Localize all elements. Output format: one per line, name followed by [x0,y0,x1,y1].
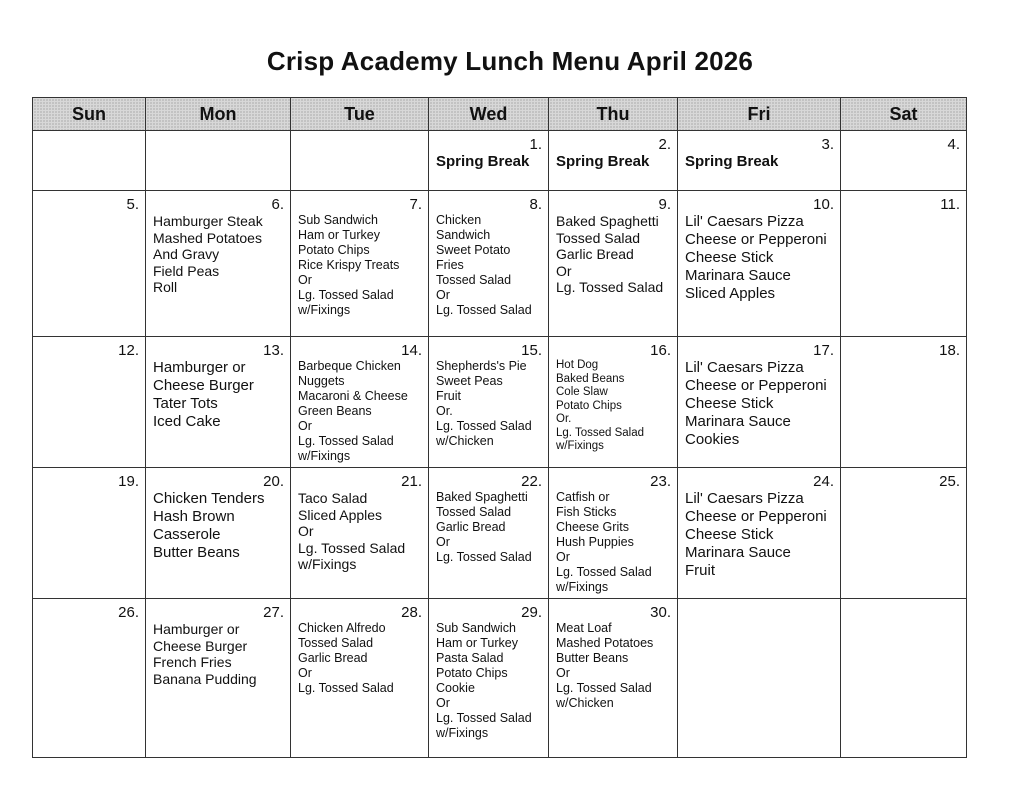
week-row [33,599,967,758]
menu-items [436,153,542,171]
day-number: 2. [658,136,671,153]
menu-items [298,359,422,464]
menu-item: Marinara Sauce [685,544,791,561]
day-number: 25. [939,473,960,490]
menu-items [298,490,422,573]
menu-item: Mashed Potatoes [153,229,262,246]
menu-item: Lg. Tossed Salad [298,681,394,695]
menu-item: Cole Slaw [556,386,608,398]
menu-item: Cheese Grits [556,520,629,534]
menu-item: Cheese Stick [685,526,774,543]
day-cell [841,191,967,337]
menu-item: Tossed Salad [298,636,374,650]
menu-item: Cookie [436,681,475,695]
menu-item: Shepherds's Pie [436,359,527,373]
menu-item: Butter Beans [556,651,629,665]
weekday-header-sun: Sun [33,98,146,131]
menu-item: Chicken [436,213,482,227]
day-cell [291,468,429,599]
menu-item: Sub Sandwich [298,213,378,227]
menu-item: Green Beans [298,404,372,418]
day-number: 13. [263,342,284,359]
day-number: 27. [263,604,284,621]
menu-item: Garlic Bread [436,520,506,534]
menu-items [556,621,671,711]
menu-item: Or. [556,413,572,425]
day-cell [429,131,549,191]
menu-item: Pasta Salad [436,651,504,665]
menu-item: Or [436,535,450,549]
menu-item: Cheese or Pepperoni [685,231,827,248]
day-number: 7. [409,196,422,213]
menu-item: Spring Break [436,153,530,170]
menu-item: Or [436,288,450,302]
menu-item: Sliced Apples [685,285,776,302]
menu-item: Garlic Bread [298,651,368,665]
day-number: 14. [401,342,422,359]
day-cell [678,131,841,191]
menu-item: Lg. Tossed Salad [436,550,532,564]
menu-item: Ham or Turkey [298,228,380,242]
menu-item: Sliced Apples [298,506,383,523]
menu-item: Tater Tots [153,395,218,412]
day-number [848,605,960,621]
menu-items [685,213,834,303]
menu-item: Or [556,262,572,279]
day-number: 23. [650,473,671,490]
day-cell [678,337,841,468]
day-number: 9. [658,196,671,213]
menu-item: And Gravy [153,246,220,262]
day-cell [146,599,291,758]
menu-item: Sweet Potato [436,243,511,257]
menu-item: Catfish or [556,490,610,504]
day-number: 12. [118,342,139,359]
day-cell [146,468,291,599]
menu-item: w/Fixings [436,726,489,740]
menu-item: w/Fixings [298,556,357,572]
menu-item: Fish Sticks [556,505,617,519]
menu-item: Or [436,696,450,710]
day-cell [33,468,146,599]
menu-items [153,213,284,296]
menu-item: Tossed Salad [436,273,512,287]
menu-item: Potato Chips [298,243,370,257]
week-row [33,468,967,599]
menu-item: Lg. Tossed Salad [556,279,664,295]
menu-item: Fruit [685,562,715,579]
day-number: 10. [813,196,834,213]
menu-item: w/Fixings [556,440,604,452]
menu-item: Cheese or Pepperoni [685,377,827,394]
day-cell [678,191,841,337]
day-number: 11. [940,196,960,213]
menu-item: Sandwich [436,228,491,242]
day-cell [549,468,678,599]
menu-item: Lil' Caesars Pizza [685,490,804,507]
menu-item: Iced Cake [153,413,221,430]
weekday-header-fri: Fri [678,98,841,131]
menu-item: Rice Krispy Treats [298,258,400,272]
menu-item: Lg. Tossed Salad [298,288,394,302]
menu-item: French Fries [153,654,232,670]
menu-item: Chicken Alfredo [298,621,386,635]
day-number: 30. [650,604,671,621]
day-cell [549,599,678,758]
menu-item: Butter Beans [153,544,240,561]
week-row [33,337,967,468]
day-number: 22. [521,473,542,490]
menu-items [298,621,422,696]
menu-item: Or [556,550,570,564]
day-number [298,137,422,153]
day-cell [678,468,841,599]
menu-items [153,621,284,687]
week-row [33,191,967,337]
day-cell [146,191,291,337]
menu-item: Or [556,666,570,680]
menu-item: Cheese Burger [153,377,254,394]
menu-item: Roll [153,279,178,295]
menu-item: Lg. Tossed Salad [556,681,652,695]
menu-item: Field Peas [153,262,220,279]
menu-item: w/Fixings [556,580,609,594]
menu-item: Marinara Sauce [685,267,791,284]
menu-items [153,490,284,562]
menu-item: Hash Brown [153,508,235,525]
menu-items [436,490,542,565]
menu-item: Hush Puppies [556,535,634,549]
day-cell [291,599,429,758]
menu-item: Lil' Caesars Pizza [685,359,804,376]
menu-item: Baked Spaghetti [556,213,659,229]
menu-item: Cheese Burger [153,637,248,654]
day-number: 19. [118,473,139,490]
day-cell [841,599,967,758]
day-cell [429,599,549,758]
menu-item: Or [298,666,312,680]
menu-item: Casserole [153,526,221,543]
menu-item: Ham or Turkey [436,636,518,650]
weekday-header-tue: Tue [291,98,429,131]
menu-items [556,359,671,454]
day-number [153,137,284,153]
day-cell [146,131,291,191]
day-number: 26. [118,604,139,621]
menu-item: Cheese Stick [685,249,774,266]
weekday-header-mon: Mon [146,98,291,131]
day-number: 21. [401,473,422,490]
day-cell [291,337,429,468]
menu-item: Baked Beans [556,372,625,385]
day-number: 28. [401,604,422,621]
day-cell [291,191,429,337]
menu-item: Lil' Caesars Pizza [685,213,804,230]
day-cell [33,191,146,337]
menu-item: Baked Spaghetti [436,490,528,504]
day-cell [146,337,291,468]
menu-item: Sub Sandwich [436,621,516,635]
day-number: 24. [813,473,834,490]
day-number: 5. [126,196,139,213]
day-number: 20. [263,473,284,490]
day-cell [549,191,678,337]
menu-item: Mashed Potatoes [556,636,654,650]
menu-item: w/Fixings [298,449,351,463]
weekday-header-sat: Sat [841,98,967,131]
menu-item: Or. [436,404,453,418]
menu-items [556,213,671,296]
menu-item: Marinara Sauce [685,413,791,430]
day-number: 6. [271,196,284,213]
calendar-table [32,97,967,758]
menu-item: Or [298,419,312,433]
menu-item: Potato Chips [556,399,622,412]
menu-item: Tossed Salad [436,505,512,519]
day-number [40,137,139,153]
menu-item: Nuggets [298,374,345,388]
day-cell [33,599,146,758]
day-number: 29. [521,604,542,621]
menu-item: Hamburger or [153,621,240,637]
menu-item: Lg. Tossed Salad [298,539,406,556]
page-title: Crisp Academy Lunch Menu April 2026 [266,46,754,76]
menu-item: Spring Break [685,153,779,170]
menu-item: Fruit [436,389,461,403]
menu-items [153,359,284,431]
menu-item: Or [298,273,312,287]
menu-item: Or [298,523,314,539]
menu-item: Hamburger or [153,359,246,376]
menu-item: w/Chicken [436,434,494,448]
menu-item: Fries [436,258,464,272]
day-cell [429,337,549,468]
menu-items [298,213,422,318]
day-cell [291,131,429,191]
day-cell [429,468,549,599]
menu-item: Hot Dog [556,359,599,371]
menu-item: Taco Salad [298,490,368,506]
day-cell [841,468,967,599]
day-cell [841,131,967,191]
day-number: 4. [947,136,960,153]
menu-item: Garlic Bread [556,246,634,262]
menu-item: Cheese Stick [685,395,774,412]
menu-item: Lg. Tossed Salad [298,434,394,448]
day-number: 3. [821,136,834,153]
menu-item: Lg. Tossed Salad [556,565,652,579]
menu-item: Sweet Peas [436,374,503,388]
menu-item: Lg. Tossed Salad [436,303,532,317]
menu-item: Cheese or Pepperoni [685,508,827,525]
menu-items [685,490,834,580]
day-cell [841,337,967,468]
menu-item: Banana Pudding [153,670,257,687]
menu-item: Barbeque Chicken [298,359,401,373]
day-number: 1. [529,136,542,153]
weekday-header-thu: Thu [549,98,678,131]
menu-item: Lg. Tossed Salad [436,419,532,433]
menu-item: Chicken Tenders [153,490,265,507]
day-cell [549,337,678,468]
menu-item: Lg. Tossed Salad [556,426,645,439]
day-cell [678,599,841,758]
menu-item: Spring Break [556,153,650,170]
day-cell [33,337,146,468]
menu-items [436,359,542,449]
menu-item: Potato Chips [436,666,508,680]
menu-item: Macaroni & Cheese [298,389,408,403]
weekday-header-wed: Wed [429,98,549,131]
day-number: 16. [650,342,671,359]
day-number: 18. [939,342,960,359]
menu-item: Tossed Salad [556,229,641,246]
day-number [685,605,834,621]
menu-item: w/Fixings [298,303,351,317]
menu-item: Hamburger Steak [153,213,263,229]
menu-items [436,213,542,318]
day-cell [429,191,549,337]
day-number: 17. [813,342,834,359]
menu-item: Meat Loaf [556,621,612,635]
week-row [33,131,967,191]
day-cell [33,131,146,191]
menu-items [556,490,671,595]
menu-item: Lg. Tossed Salad [436,711,532,725]
day-number: 15. [521,342,542,359]
menu-item: Cookies [685,431,740,448]
menu-items [556,153,671,171]
menu-items [436,621,542,741]
menu-item: w/Chicken [556,696,614,710]
day-number: 8. [529,196,542,213]
menu-items [685,359,834,449]
menu-items [685,153,834,171]
day-cell [549,131,678,191]
weekday-header-row [33,98,967,131]
